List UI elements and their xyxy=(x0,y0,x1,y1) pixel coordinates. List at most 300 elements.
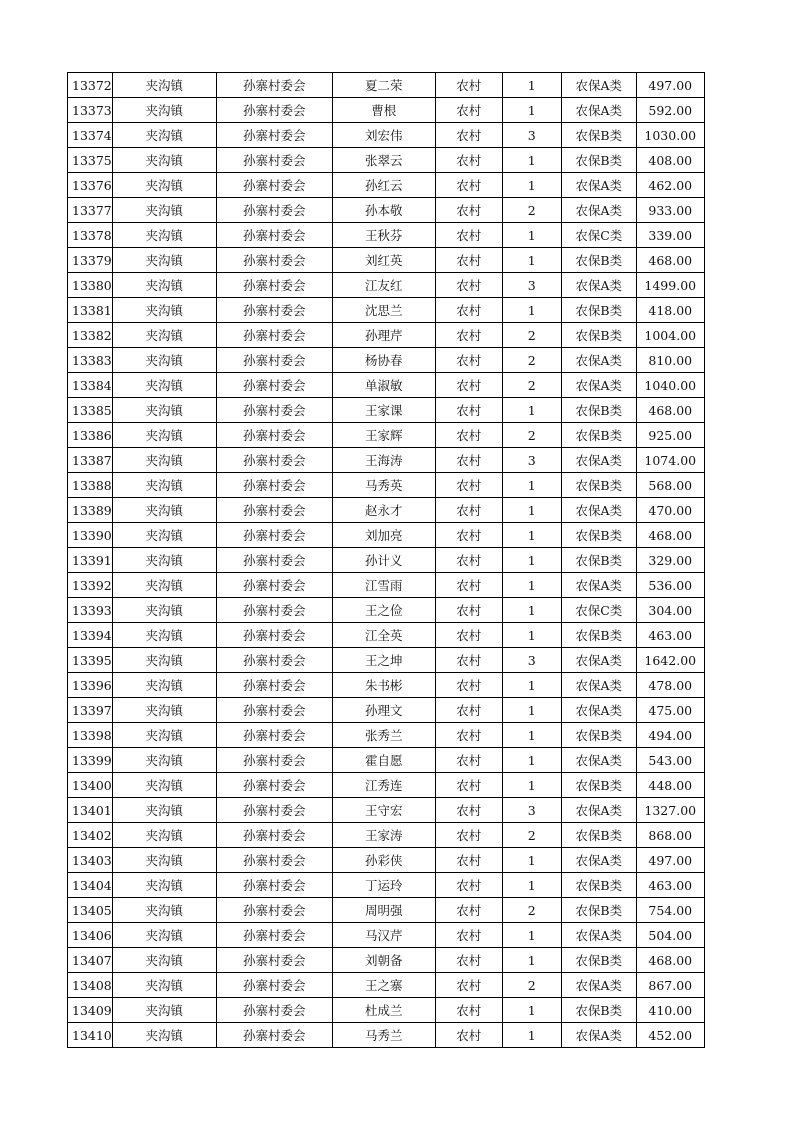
village-committee-cell: 孙寨村委会 xyxy=(216,998,332,1023)
table-row xyxy=(68,648,705,673)
insurance-category-cell: 农保A类 xyxy=(561,673,636,698)
amount-cell: 1074.00 xyxy=(636,448,704,473)
family-size-cell: 1 xyxy=(502,723,561,748)
town-cell: 夹沟镇 xyxy=(112,148,216,173)
village-committee-cell: 孙寨村委会 xyxy=(216,973,332,998)
household-type-cell: 农村 xyxy=(435,148,502,173)
village-committee-cell: 孙寨村委会 xyxy=(216,873,332,898)
records-table xyxy=(67,72,705,1048)
amount-cell: 504.00 xyxy=(636,923,704,948)
town-cell: 夹沟镇 xyxy=(112,998,216,1023)
person-name-cell: 单淑敏 xyxy=(332,373,435,398)
village-committee-cell: 孙寨村委会 xyxy=(216,348,332,373)
insurance-category-cell: 农保A类 xyxy=(561,348,636,373)
household-type-cell: 农村 xyxy=(435,923,502,948)
household-type-cell: 农村 xyxy=(435,898,502,923)
town-cell: 夹沟镇 xyxy=(112,1023,216,1048)
household-type-cell: 农村 xyxy=(435,523,502,548)
table-row xyxy=(68,273,705,298)
household-type-cell: 农村 xyxy=(435,973,502,998)
record-id-cell: 13405 xyxy=(68,898,113,923)
village-committee-cell: 孙寨村委会 xyxy=(216,773,332,798)
family-size-cell: 2 xyxy=(502,823,561,848)
table-row xyxy=(68,198,705,223)
amount-cell: 497.00 xyxy=(636,848,704,873)
table-row xyxy=(68,673,705,698)
insurance-category-cell: 农保C类 xyxy=(561,223,636,248)
amount-cell: 463.00 xyxy=(636,623,704,648)
village-committee-cell: 孙寨村委会 xyxy=(216,373,332,398)
person-name-cell: 王海涛 xyxy=(332,448,435,473)
town-cell: 夹沟镇 xyxy=(112,223,216,248)
family-size-cell: 3 xyxy=(502,648,561,673)
town-cell: 夹沟镇 xyxy=(112,448,216,473)
town-cell: 夹沟镇 xyxy=(112,723,216,748)
record-id-cell: 13378 xyxy=(68,223,113,248)
table-row xyxy=(68,298,705,323)
village-committee-cell: 孙寨村委会 xyxy=(216,323,332,348)
amount-cell: 339.00 xyxy=(636,223,704,248)
person-name-cell: 孙理文 xyxy=(332,698,435,723)
town-cell: 夹沟镇 xyxy=(112,273,216,298)
record-id-cell: 13381 xyxy=(68,298,113,323)
family-size-cell: 1 xyxy=(502,73,561,98)
insurance-category-cell: 农保B类 xyxy=(561,623,636,648)
person-name-cell: 刘加亮 xyxy=(332,523,435,548)
record-id-cell: 13385 xyxy=(68,398,113,423)
insurance-category-cell: 农保A类 xyxy=(561,798,636,823)
table-row xyxy=(68,998,705,1023)
table-row xyxy=(68,1023,705,1048)
household-type-cell: 农村 xyxy=(435,823,502,848)
town-cell: 夹沟镇 xyxy=(112,823,216,848)
person-name-cell: 王秋芬 xyxy=(332,223,435,248)
amount-cell: 410.00 xyxy=(636,998,704,1023)
record-id-cell: 13409 xyxy=(68,998,113,1023)
household-type-cell: 农村 xyxy=(435,498,502,523)
person-name-cell: 马秀英 xyxy=(332,473,435,498)
table-body xyxy=(68,73,705,1048)
table-row xyxy=(68,623,705,648)
record-id-cell: 13389 xyxy=(68,498,113,523)
person-name-cell: 张翠云 xyxy=(332,148,435,173)
record-id-cell: 13380 xyxy=(68,273,113,298)
table-row xyxy=(68,948,705,973)
family-size-cell: 2 xyxy=(502,423,561,448)
insurance-category-cell: 农保A类 xyxy=(561,498,636,523)
record-id-cell: 13406 xyxy=(68,923,113,948)
person-name-cell: 王家课 xyxy=(332,398,435,423)
village-committee-cell: 孙寨村委会 xyxy=(216,148,332,173)
town-cell: 夹沟镇 xyxy=(112,523,216,548)
person-name-cell: 王之坤 xyxy=(332,648,435,673)
village-committee-cell: 孙寨村委会 xyxy=(216,123,332,148)
family-size-cell: 1 xyxy=(502,748,561,773)
household-type-cell: 农村 xyxy=(435,798,502,823)
record-id-cell: 13399 xyxy=(68,748,113,773)
insurance-category-cell: 农保A类 xyxy=(561,98,636,123)
record-id-cell: 13398 xyxy=(68,723,113,748)
record-id-cell: 13390 xyxy=(68,523,113,548)
town-cell: 夹沟镇 xyxy=(112,648,216,673)
insurance-category-cell: 农保A类 xyxy=(561,573,636,598)
amount-cell: 304.00 xyxy=(636,598,704,623)
record-id-cell: 13382 xyxy=(68,323,113,348)
person-name-cell: 丁运玲 xyxy=(332,873,435,898)
town-cell: 夹沟镇 xyxy=(112,973,216,998)
town-cell: 夹沟镇 xyxy=(112,98,216,123)
village-committee-cell: 孙寨村委会 xyxy=(216,423,332,448)
household-type-cell: 农村 xyxy=(435,773,502,798)
household-type-cell: 农村 xyxy=(435,448,502,473)
table-row xyxy=(68,448,705,473)
insurance-category-cell: 农保C类 xyxy=(561,598,636,623)
family-size-cell: 3 xyxy=(502,123,561,148)
table-row xyxy=(68,548,705,573)
family-size-cell: 2 xyxy=(502,348,561,373)
household-type-cell: 农村 xyxy=(435,848,502,873)
town-cell: 夹沟镇 xyxy=(112,698,216,723)
family-size-cell: 1 xyxy=(502,248,561,273)
village-committee-cell: 孙寨村委会 xyxy=(216,248,332,273)
town-cell: 夹沟镇 xyxy=(112,548,216,573)
town-cell: 夹沟镇 xyxy=(112,623,216,648)
family-size-cell: 2 xyxy=(502,973,561,998)
insurance-category-cell: 农保A类 xyxy=(561,648,636,673)
record-id-cell: 13379 xyxy=(68,248,113,273)
household-type-cell: 农村 xyxy=(435,548,502,573)
household-type-cell: 农村 xyxy=(435,723,502,748)
village-committee-cell: 孙寨村委会 xyxy=(216,848,332,873)
village-committee-cell: 孙寨村委会 xyxy=(216,173,332,198)
person-name-cell: 王家辉 xyxy=(332,423,435,448)
family-size-cell: 2 xyxy=(502,198,561,223)
amount-cell: 1642.00 xyxy=(636,648,704,673)
person-name-cell: 赵永才 xyxy=(332,498,435,523)
village-committee-cell: 孙寨村委会 xyxy=(216,198,332,223)
person-name-cell: 孙彩侠 xyxy=(332,848,435,873)
record-id-cell: 13393 xyxy=(68,598,113,623)
family-size-cell: 1 xyxy=(502,598,561,623)
town-cell: 夹沟镇 xyxy=(112,173,216,198)
household-type-cell: 农村 xyxy=(435,348,502,373)
amount-cell: 448.00 xyxy=(636,773,704,798)
amount-cell: 468.00 xyxy=(636,398,704,423)
person-name-cell: 孙理芹 xyxy=(332,323,435,348)
village-committee-cell: 孙寨村委会 xyxy=(216,648,332,673)
village-committee-cell: 孙寨村委会 xyxy=(216,498,332,523)
record-id-cell: 13388 xyxy=(68,473,113,498)
household-type-cell: 农村 xyxy=(435,298,502,323)
town-cell: 夹沟镇 xyxy=(112,798,216,823)
amount-cell: 592.00 xyxy=(636,98,704,123)
family-size-cell: 2 xyxy=(502,373,561,398)
family-size-cell: 1 xyxy=(502,998,561,1023)
record-id-cell: 13376 xyxy=(68,173,113,198)
amount-cell: 468.00 xyxy=(636,248,704,273)
family-size-cell: 3 xyxy=(502,273,561,298)
record-id-cell: 13374 xyxy=(68,123,113,148)
person-name-cell: 江友红 xyxy=(332,273,435,298)
insurance-category-cell: 农保B类 xyxy=(561,823,636,848)
amount-cell: 868.00 xyxy=(636,823,704,848)
village-committee-cell: 孙寨村委会 xyxy=(216,73,332,98)
person-name-cell: 曹根 xyxy=(332,98,435,123)
household-type-cell: 农村 xyxy=(435,623,502,648)
family-size-cell: 1 xyxy=(502,623,561,648)
family-size-cell: 3 xyxy=(502,448,561,473)
village-committee-cell: 孙寨村委会 xyxy=(216,98,332,123)
town-cell: 夹沟镇 xyxy=(112,923,216,948)
table-row xyxy=(68,873,705,898)
record-id-cell: 13387 xyxy=(68,448,113,473)
record-id-cell: 13410 xyxy=(68,1023,113,1048)
village-committee-cell: 孙寨村委会 xyxy=(216,398,332,423)
insurance-category-cell: 农保A类 xyxy=(561,1023,636,1048)
household-type-cell: 农村 xyxy=(435,123,502,148)
record-id-cell: 13404 xyxy=(68,873,113,898)
table-row xyxy=(68,973,705,998)
record-id-cell: 13383 xyxy=(68,348,113,373)
table-row xyxy=(68,823,705,848)
family-size-cell: 1 xyxy=(502,98,561,123)
household-type-cell: 农村 xyxy=(435,998,502,1023)
amount-cell: 810.00 xyxy=(636,348,704,373)
table-row xyxy=(68,598,705,623)
town-cell: 夹沟镇 xyxy=(112,673,216,698)
household-type-cell: 农村 xyxy=(435,73,502,98)
family-size-cell: 1 xyxy=(502,148,561,173)
amount-cell: 1499.00 xyxy=(636,273,704,298)
household-type-cell: 农村 xyxy=(435,648,502,673)
insurance-category-cell: 农保A类 xyxy=(561,373,636,398)
person-name-cell: 刘朝备 xyxy=(332,948,435,973)
town-cell: 夹沟镇 xyxy=(112,198,216,223)
record-id-cell: 13397 xyxy=(68,698,113,723)
record-id-cell: 13384 xyxy=(68,373,113,398)
village-committee-cell: 孙寨村委会 xyxy=(216,523,332,548)
household-type-cell: 农村 xyxy=(435,573,502,598)
family-size-cell: 1 xyxy=(502,298,561,323)
table-row xyxy=(68,323,705,348)
amount-cell: 497.00 xyxy=(636,73,704,98)
record-id-cell: 13372 xyxy=(68,73,113,98)
family-size-cell: 1 xyxy=(502,773,561,798)
town-cell: 夹沟镇 xyxy=(112,848,216,873)
insurance-category-cell: 农保A类 xyxy=(561,923,636,948)
record-id-cell: 13408 xyxy=(68,973,113,998)
insurance-category-cell: 农保B类 xyxy=(561,523,636,548)
village-committee-cell: 孙寨村委会 xyxy=(216,723,332,748)
amount-cell: 452.00 xyxy=(636,1023,704,1048)
family-size-cell: 1 xyxy=(502,523,561,548)
town-cell: 夹沟镇 xyxy=(112,398,216,423)
person-name-cell: 孙本敬 xyxy=(332,198,435,223)
insurance-category-cell: 农保B类 xyxy=(561,473,636,498)
village-committee-cell: 孙寨村委会 xyxy=(216,698,332,723)
person-name-cell: 周明强 xyxy=(332,898,435,923)
amount-cell: 468.00 xyxy=(636,948,704,973)
record-id-cell: 13386 xyxy=(68,423,113,448)
household-type-cell: 农村 xyxy=(435,248,502,273)
person-name-cell: 霍自愿 xyxy=(332,748,435,773)
town-cell: 夹沟镇 xyxy=(112,423,216,448)
record-id-cell: 13401 xyxy=(68,798,113,823)
household-type-cell: 农村 xyxy=(435,398,502,423)
person-name-cell: 王之俭 xyxy=(332,598,435,623)
village-committee-cell: 孙寨村委会 xyxy=(216,923,332,948)
amount-cell: 418.00 xyxy=(636,298,704,323)
person-name-cell: 马秀兰 xyxy=(332,1023,435,1048)
person-name-cell: 江全英 xyxy=(332,623,435,648)
amount-cell: 933.00 xyxy=(636,198,704,223)
village-committee-cell: 孙寨村委会 xyxy=(216,548,332,573)
table-row xyxy=(68,398,705,423)
table-row xyxy=(68,223,705,248)
town-cell: 夹沟镇 xyxy=(112,473,216,498)
family-size-cell: 1 xyxy=(502,948,561,973)
insurance-category-cell: 农保B类 xyxy=(561,873,636,898)
village-committee-cell: 孙寨村委会 xyxy=(216,223,332,248)
table-row xyxy=(68,723,705,748)
family-size-cell: 3 xyxy=(502,798,561,823)
record-id-cell: 13392 xyxy=(68,573,113,598)
amount-cell: 925.00 xyxy=(636,423,704,448)
amount-cell: 462.00 xyxy=(636,173,704,198)
town-cell: 夹沟镇 xyxy=(112,873,216,898)
town-cell: 夹沟镇 xyxy=(112,573,216,598)
town-cell: 夹沟镇 xyxy=(112,748,216,773)
table-row xyxy=(68,348,705,373)
table-row xyxy=(68,423,705,448)
record-id-cell: 13395 xyxy=(68,648,113,673)
person-name-cell: 王守宏 xyxy=(332,798,435,823)
insurance-category-cell: 农保A类 xyxy=(561,973,636,998)
record-id-cell: 13402 xyxy=(68,823,113,848)
table-row xyxy=(68,373,705,398)
village-committee-cell: 孙寨村委会 xyxy=(216,448,332,473)
table-row xyxy=(68,98,705,123)
insurance-category-cell: 农保B类 xyxy=(561,398,636,423)
amount-cell: 408.00 xyxy=(636,148,704,173)
insurance-category-cell: 农保B类 xyxy=(561,948,636,973)
family-size-cell: 1 xyxy=(502,498,561,523)
family-size-cell: 1 xyxy=(502,573,561,598)
record-id-cell: 13375 xyxy=(68,148,113,173)
amount-cell: 1040.00 xyxy=(636,373,704,398)
village-committee-cell: 孙寨村委会 xyxy=(216,748,332,773)
village-committee-cell: 孙寨村委会 xyxy=(216,573,332,598)
family-size-cell: 1 xyxy=(502,398,561,423)
family-size-cell: 1 xyxy=(502,173,561,198)
town-cell: 夹沟镇 xyxy=(112,248,216,273)
person-name-cell: 王之寨 xyxy=(332,973,435,998)
table-row xyxy=(68,898,705,923)
household-type-cell: 农村 xyxy=(435,873,502,898)
person-name-cell: 江秀连 xyxy=(332,773,435,798)
record-id-cell: 13394 xyxy=(68,623,113,648)
family-size-cell: 1 xyxy=(502,1023,561,1048)
person-name-cell: 江雪雨 xyxy=(332,573,435,598)
family-size-cell: 1 xyxy=(502,473,561,498)
amount-cell: 1327.00 xyxy=(636,798,704,823)
town-cell: 夹沟镇 xyxy=(112,348,216,373)
household-type-cell: 农村 xyxy=(435,273,502,298)
town-cell: 夹沟镇 xyxy=(112,773,216,798)
person-name-cell: 沈思兰 xyxy=(332,298,435,323)
insurance-category-cell: 农保A类 xyxy=(561,748,636,773)
town-cell: 夹沟镇 xyxy=(112,373,216,398)
amount-cell: 867.00 xyxy=(636,973,704,998)
table-row xyxy=(68,123,705,148)
village-committee-cell: 孙寨村委会 xyxy=(216,823,332,848)
amount-cell: 478.00 xyxy=(636,673,704,698)
table-row xyxy=(68,73,705,98)
record-id-cell: 13377 xyxy=(68,198,113,223)
insurance-category-cell: 农保A类 xyxy=(561,848,636,873)
person-name-cell: 杨协春 xyxy=(332,348,435,373)
person-name-cell: 刘宏伟 xyxy=(332,123,435,148)
town-cell: 夹沟镇 xyxy=(112,323,216,348)
insurance-category-cell: 农保B类 xyxy=(561,773,636,798)
table-row xyxy=(68,248,705,273)
household-type-cell: 农村 xyxy=(435,98,502,123)
family-size-cell: 1 xyxy=(502,873,561,898)
village-committee-cell: 孙寨村委会 xyxy=(216,948,332,973)
person-name-cell: 孙红云 xyxy=(332,173,435,198)
person-name-cell: 孙计义 xyxy=(332,548,435,573)
town-cell: 夹沟镇 xyxy=(112,898,216,923)
family-size-cell: 1 xyxy=(502,848,561,873)
town-cell: 夹沟镇 xyxy=(112,73,216,98)
person-name-cell: 马汉芹 xyxy=(332,923,435,948)
table-row xyxy=(68,573,705,598)
table-row xyxy=(68,473,705,498)
amount-cell: 475.00 xyxy=(636,698,704,723)
village-committee-cell: 孙寨村委会 xyxy=(216,798,332,823)
table-row xyxy=(68,148,705,173)
amount-cell: 470.00 xyxy=(636,498,704,523)
table-row xyxy=(68,698,705,723)
family-size-cell: 2 xyxy=(502,323,561,348)
family-size-cell: 1 xyxy=(502,923,561,948)
family-size-cell: 1 xyxy=(502,673,561,698)
amount-cell: 536.00 xyxy=(636,573,704,598)
record-id-cell: 13373 xyxy=(68,98,113,123)
village-committee-cell: 孙寨村委会 xyxy=(216,473,332,498)
insurance-category-cell: 农保B类 xyxy=(561,423,636,448)
amount-cell: 568.00 xyxy=(636,473,704,498)
person-name-cell: 张秀兰 xyxy=(332,723,435,748)
family-size-cell: 2 xyxy=(502,898,561,923)
insurance-category-cell: 农保A类 xyxy=(561,448,636,473)
person-name-cell: 杜成兰 xyxy=(332,998,435,1023)
insurance-category-cell: 农保A类 xyxy=(561,273,636,298)
insurance-category-cell: 农保B类 xyxy=(561,123,636,148)
village-committee-cell: 孙寨村委会 xyxy=(216,273,332,298)
insurance-category-cell: 农保A类 xyxy=(561,698,636,723)
amount-cell: 1004.00 xyxy=(636,323,704,348)
record-id-cell: 13400 xyxy=(68,773,113,798)
village-committee-cell: 孙寨村委会 xyxy=(216,298,332,323)
person-name-cell: 夏二荣 xyxy=(332,73,435,98)
village-committee-cell: 孙寨村委会 xyxy=(216,1023,332,1048)
insurance-category-cell: 农保B类 xyxy=(561,898,636,923)
table-row xyxy=(68,173,705,198)
amount-cell: 754.00 xyxy=(636,898,704,923)
amount-cell: 468.00 xyxy=(636,523,704,548)
insurance-category-cell: 农保B类 xyxy=(561,298,636,323)
